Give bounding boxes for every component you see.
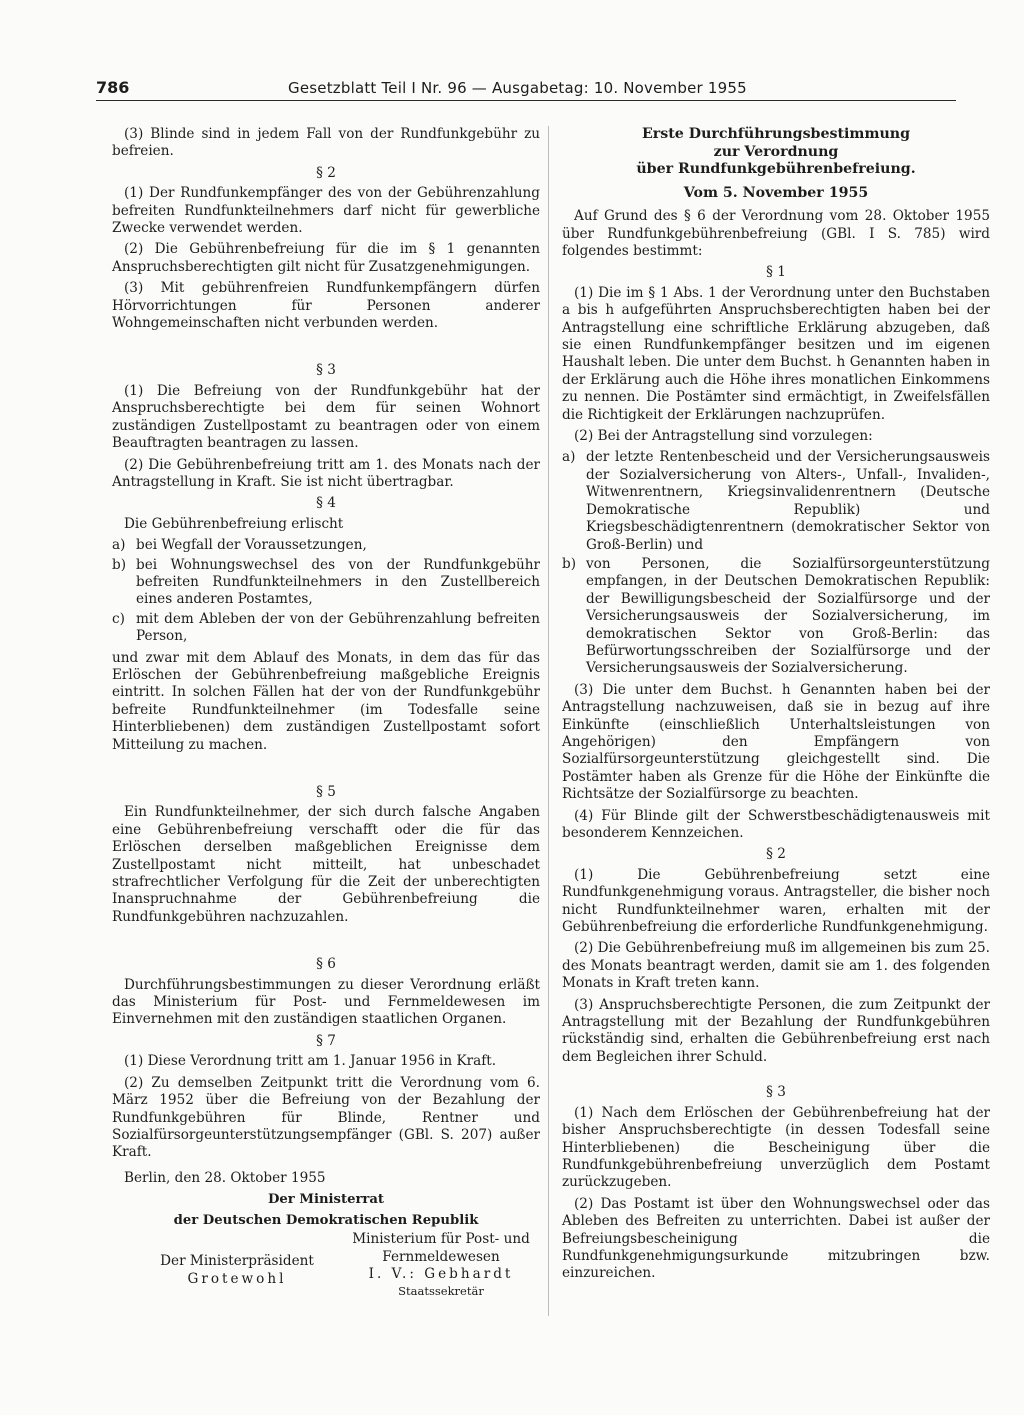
list-text: der letzte Rentenbescheid und der Versicherungsausweis der Sozialversicherung von Alters-, Unfall-, Invaliden-, Witwenrentnern, Kriegsinvalidenrentnern (Deutsche Demokratische Republik) und Kriegsbeschädigtenrentnern (demokratischer Sektor von Groß-Berlin) und [586,449,990,553]
list-text: bei Wohnungswechsel des von der Rundfunkgebühr befreiten Rundfunkteilnehmers in den Zustellbereich eines anderen Postamtes, [136,556,540,608]
paragraph: Ein Rundfunkteilnehmer, der sich durch falsche Angaben eine Gebührenbefreiung verschafft oder die für das Erlöschen derselben maßgeblichen Ereignisse dem Zustellpostamt nicht mitteilt, hat unbeschadet strafrechtlicher Verfolgung für die Zeit der unberechtigten Inanspruchnahme der Gebührenbefreiung die Rundfunkgebühren nachzuzahlen. [112,804,540,925]
paragraph: (1) Die im § 1 Abs. 1 der Verordnung unter den Buchstaben a bis h aufgeführten Anspruchsberechtigten haben bei der Antragstellung eine schriftliche Erklärung abzugeben, daß sie einen Rundfunkempfänger besitzen und im eigenen Haushalt leben. Die unter dem Buchst. h Genannten haben in der Erklärung auch die Höhe ihres monatlichen Einkommens zu nennen. Die Postämter sind ermächtigt, in Zweifelsfällen die Richtigkeit der Erklärungen nachzuprüfen. [562,284,990,423]
paragraph: Durchführungsbestimmungen zu dieser Verordnung erläßt das Ministerium für Post- und Fernmeldewesen im Einvernehmen mit den zuständigen staatlichen Organen. [112,976,540,1028]
document-title: zur Verordnung [713,143,839,160]
list-text: von Personen, die Sozialfürsorgeunterstützung empfangen, in der Deutschen Demokratischen Republik: der Bewilligungsbescheid der Sozialfürsorge und der Versicherungsausweis der Sozialversicherung, im demokratischen Sektor von Groß-Berlin: das Befürwortungsschreiben der Sozialfürsorge und der Versicherungsausweis der Sozialversicherung. [586,555,990,677]
paragraph: (1) Der Rundfunkempfänger des von der Gebührenzahlung befreiten Rundfunkteilnehmers darf nicht für gewerbliche Zwecke verwendet werden. [112,185,540,237]
place-date: Berlin, den 28. Oktober 1955 [124,1169,326,1186]
issuer-line: der Deutschen Demokratischen Republik [173,1213,479,1229]
paragraph: (1) Die Gebührenbefreiung setzt eine Rundfunkgenehmigung voraus. Antragsteller, die bisher noch nicht Rundfunkteilnehmer waren, erhalten mit der Gebührenbefreiung die erforderliche Rundfunkgenehmigung. [562,866,990,936]
document-title: über Rundfunkgebührenbefreiung. [636,161,916,178]
paragraph: (2) Zu demselben Zeitpunkt tritt die Verordnung vom 6. März 1952 über die Befreiung von der Bezahlung der Rundfunkgebühren für Blinde, Rentner und Sozialfürsorgeunterstützungsempfänger (GBl. S. 207) außer Kraft. [112,1074,540,1161]
paragraph: (2) Die Gebührenbefreiung tritt am 1. des Monats nach der Antragstellung in Kraft. Sie ist nicht übertragbar. [112,456,540,490]
document-list [562,449,990,677]
running-head: Gesetzblatt Teil I Nr. 96 — Ausgabetag: 10. November 1955 [288,79,747,97]
list-item [562,556,990,678]
section-heading: § 4 [316,495,336,512]
page-header [96,78,956,101]
section-heading: § 5 [316,784,336,800]
signatory-role: Staatssekretär [398,1284,484,1299]
list-label: b) [562,555,577,572]
paragraph: (3) Anspruchsberechtigte Personen, die zum Zeitpunkt der Antragstellung mit der Bezahlung der Rundfunkgebühren rückständig sind, erhalten die Gebührenbefreiung erst nach dem Begleichen ihrer Schuld. [562,996,990,1065]
section-heading: § 6 [316,956,336,973]
column-divider [548,126,549,1316]
paragraph: (1) Die Befreiung von der Rundfunkgebühr hat der Anspruchsberechtigte bei dem für seinen Wohnort zuständigen Zustellpostamt zu beantragen oder von einem Beauftragten beantragen zu lassen. [112,382,540,452]
section-heading: § 3 [316,362,336,379]
paragraph: Die Gebührenbefreiung erlischt [124,515,344,532]
page-number: 786 [96,78,130,97]
left-column [112,126,540,1317]
section-heading: § 1 [766,264,786,281]
issuer-line: Der Ministerrat [267,1192,384,1208]
right-column [562,126,990,1287]
document-title: Erste Durchführungsbestimmung [641,126,911,142]
paragraph: (2) Bei der Antragstellung sind vorzulegen: [574,428,873,445]
signatory-title: Der Ministerpräsident [160,1253,314,1270]
section-heading: § 2 [316,164,336,181]
list-text: mit dem Ableben der von der Gebührenzahlung befreiten Person, [136,610,540,645]
paragraph: (2) Die Gebührenbefreiung muß im allgemeinen bis zum 25. des Monats beantragt werden, damit sie am 1. des folgenden Monats in Kraft treten kann. [562,940,990,992]
section-heading: § 2 [766,846,786,863]
paragraph: (3) Blinde sind in jedem Fall von der Rundfunkgebühr zu befreien. [112,126,540,160]
paragraph: (2) Die Gebührenbefreiung für die im § 1 genannten Anspruchsberechtigten gilt nicht für Zusatzgenehmigungen. [112,241,540,275]
paragraph: (3) Mit gebührenfreien Rundfunkempfängern dürfen Hörvorrichtungen für Personen anderer Wohngemeinschaften nicht verbunden werden. [112,280,540,332]
signatory-name: Grotewohl [187,1270,287,1287]
signature-right [342,1231,540,1301]
signature-block [112,1231,540,1317]
section-heading: § 7 [316,1032,336,1049]
signature-left [152,1253,322,1288]
paragraph: (2) Das Postamt ist über den Wohnungswechsel oder das Ableben des Befreiten zu unterrichten. Dabei ist außer der Befreiungsbescheinigung die Rundfunkgenehmigungsurkunde mitzubringen bzw. einzureichen. [562,1195,990,1282]
list-label: c) [112,610,125,627]
condition-list [112,537,540,645]
paragraph: (3) Die unter dem Buchst. h Genannten haben bei der Antragstellung nachzuweisen, daß sie in bezug auf ihre Einkünfte (einschließlich Unterhaltsleistungen von Angehörigen) den Empfängern von Sozialfürsorgeunterstützung gleichgestellt sind. Die Postämter haben als Grenze für die Höhe der Einkünfte die Richtsätze der Sozialfürsorge zu beachten. [562,681,990,803]
document-date: Vom 5. November 1955 [683,184,869,201]
signatory-title: Ministerium für Post- und Fernmeldewesen [352,1231,530,1265]
list-label: a) [562,449,576,466]
list-item [562,449,990,553]
list-label: b) [112,556,127,573]
paragraph: (1) Diese Verordnung tritt am 1. Januar 1956 in Kraft. [124,1053,497,1070]
list-item [112,557,540,609]
list-item [112,537,540,554]
signatory-name: I. V.: Gebhardt [368,1265,514,1282]
list-item [112,611,540,646]
preamble: Auf Grund des § 6 der Verordnung vom 28. Oktober 1955 über Rundfunkgebührenbefreiung (GBl. I S. 785) wird folgendes bestimmt: [562,208,990,259]
list-label: a) [112,537,126,554]
list-text: bei Wegfall der Voraussetzungen, [136,537,367,554]
paragraph: (1) Nach dem Erlöschen der Gebührenbefreiung hat der bisher Anspruchsberechtigte (in dessen Todesfall seine Hinterbliebenen) die Bescheinigung über die Rundfunkgebührenbefreiung unverzüglich dem Postamt zurückzugeben. [562,1104,990,1191]
paragraph: (4) Für Blinde gilt der Schwerstbeschädigtenausweis mit besonderem Kennzeichen. [562,807,990,841]
section-heading: § 3 [766,1084,786,1101]
paragraph: und zwar mit dem Ablauf des Monats, in dem das für das Erlöschen der Gebührenbefreiung maßgebliche Ereignis eintritt. In solchen Fällen hat der von der Rundfunkgebühr befreite Rundfunkteilnehmer (im Todesfalle seine Hinterbliebenen) dem zuständigen Zustellpostamt sofort Mitteilung zu machen. [112,649,540,753]
